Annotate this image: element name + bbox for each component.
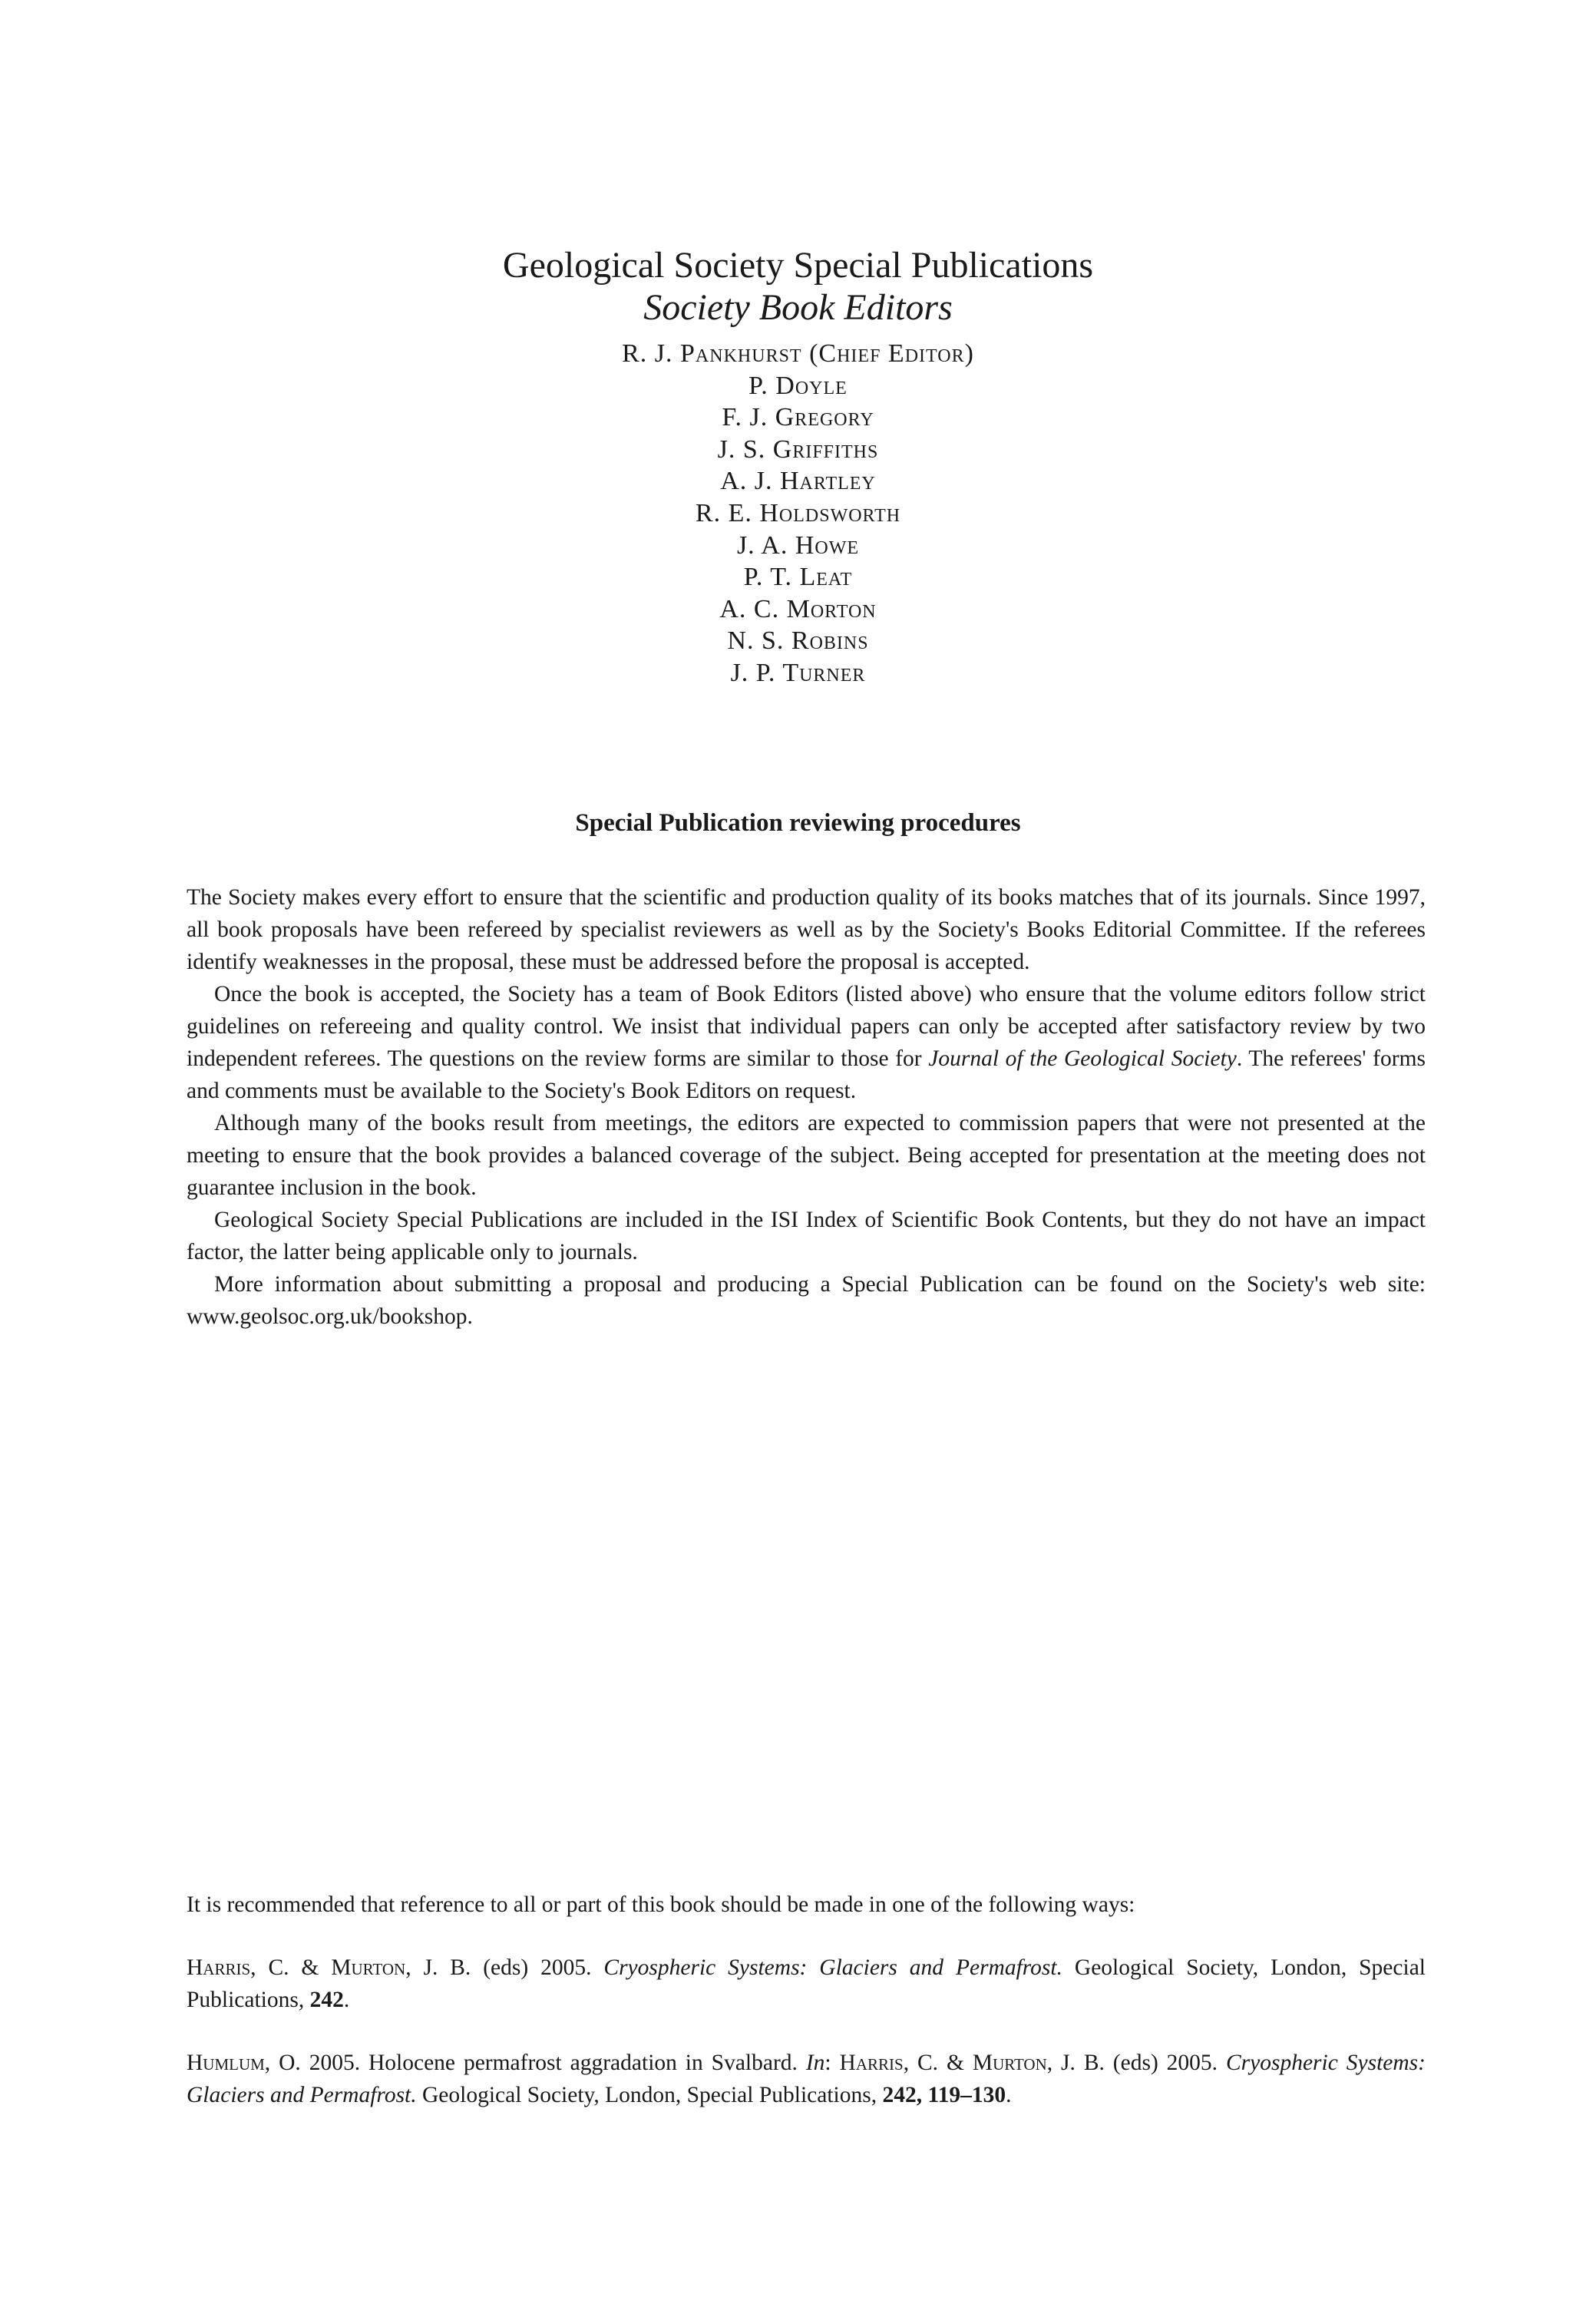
editor-name: P. T. Leat bbox=[743, 563, 853, 592]
editors-heading: Society Book Editors bbox=[643, 287, 953, 328]
citation-text: Geological Society, London, Special Publications, bbox=[416, 2083, 883, 2107]
citation-editors: Harris, C. & Murton, J. B. bbox=[839, 2051, 1105, 2075]
review-heading: Special Publication reviewing procedures bbox=[575, 809, 1021, 837]
citation-authors: Humlum, O. bbox=[187, 2051, 301, 2075]
editor-name: A. J. Hartley bbox=[720, 467, 876, 496]
citation-entry bbox=[187, 2047, 1426, 2111]
series-title: Geological Society Special Publications bbox=[502, 245, 1094, 286]
citation-text: Geological Society, London, Special Publications, bbox=[187, 1955, 1426, 2012]
editors-header bbox=[0, 244, 1596, 689]
volume-pages: 242, 119–130 bbox=[882, 2083, 1006, 2107]
citation-text: (eds) 2005. bbox=[471, 1955, 604, 1980]
editor-name: J. P. Turner bbox=[730, 658, 866, 687]
citation-text: . bbox=[1006, 2083, 1012, 2107]
review-paragraph: Geological Society Special Publications are included in the ISI Index of Scientific Book Contents, but they do not have an impact factor, the latter being applicable only to journals. bbox=[187, 1208, 1426, 1264]
editor-name: R. J. Pankhurst (Chief Editor) bbox=[622, 339, 974, 368]
book-title: Cryospheric Systems: Glaciers and Permafrost. bbox=[603, 1955, 1062, 1980]
citation-in: In bbox=[805, 2051, 825, 2075]
citation-text: (eds) 2005. bbox=[1104, 2051, 1226, 2075]
citation-text: . bbox=[343, 1988, 350, 2012]
journal-title: Journal of the Geological Society bbox=[928, 1046, 1237, 1071]
editor-name: F. J. Gregory bbox=[722, 403, 874, 432]
editor-name: N. S. Robins bbox=[727, 626, 869, 656]
editor-name: J. S. Griffiths bbox=[717, 435, 879, 464]
editor-name: P. Doyle bbox=[748, 371, 848, 400]
paragraph-text: . The referees' forms and comments must be available to the Society's Book Editors on request. bbox=[187, 1046, 1426, 1103]
review-paragraph: The Society makes every effort to ensure that the scientific and production quality of its books matches that of its journals. Since 1997, all book proposals have been refereed by specialist reviewers as well as by the Society's Books Editorial Committee. If the referees identify weaknesses in the proposal, these must be addressed before the proposal is accepted. bbox=[187, 885, 1426, 974]
citation-intro: It is recommended that reference to all or part of this book should be made in one of the following ways: bbox=[187, 1892, 1135, 1917]
editor-name: J. A. Howe bbox=[736, 530, 860, 560]
citation-text: : bbox=[824, 2051, 840, 2075]
paragraph-text: Once the book is accepted, the Society has a team of Book Editors (listed above) who ensure that the volume editors follow strict guidelines on refereeing and quality control. We insist that individual papers can only be accepted after satisfactory review by two independent referees. The questions on the review forms are similar to those for bbox=[187, 982, 1426, 1071]
editor-list bbox=[0, 338, 1596, 689]
review-paragraph bbox=[187, 978, 1426, 1107]
citation-block bbox=[187, 1889, 1426, 2142]
citation-entry bbox=[187, 1952, 1426, 2016]
editor-name: R. E. Holdsworth bbox=[695, 498, 901, 527]
citation-authors: Harris, C. & Murton, J. B. bbox=[187, 1955, 471, 1980]
citation-text: 2005. Holocene permafrost aggradation in Svalbard. bbox=[300, 2051, 806, 2075]
book-title: Cryospheric Systems: Glaciers and Permafrost. bbox=[187, 2051, 1426, 2107]
review-paragraph: Although many of the books result from meetings, the editors are expected to commission papers that were not presented at the meeting to ensure that the book provides a balanced coverage of the subject. Being accepted for presentation at the meeting does not guarantee inclusion in the book. bbox=[187, 1111, 1426, 1200]
editor-name: A. C. Morton bbox=[719, 594, 877, 623]
volume-number: 242 bbox=[309, 1988, 344, 2012]
review-paragraph: More information about submitting a proposal and producing a Special Publication can be found on the Society's web site: www.geolsoc.org.uk/bookshop. bbox=[187, 1272, 1426, 1329]
review-body bbox=[187, 881, 1426, 1333]
